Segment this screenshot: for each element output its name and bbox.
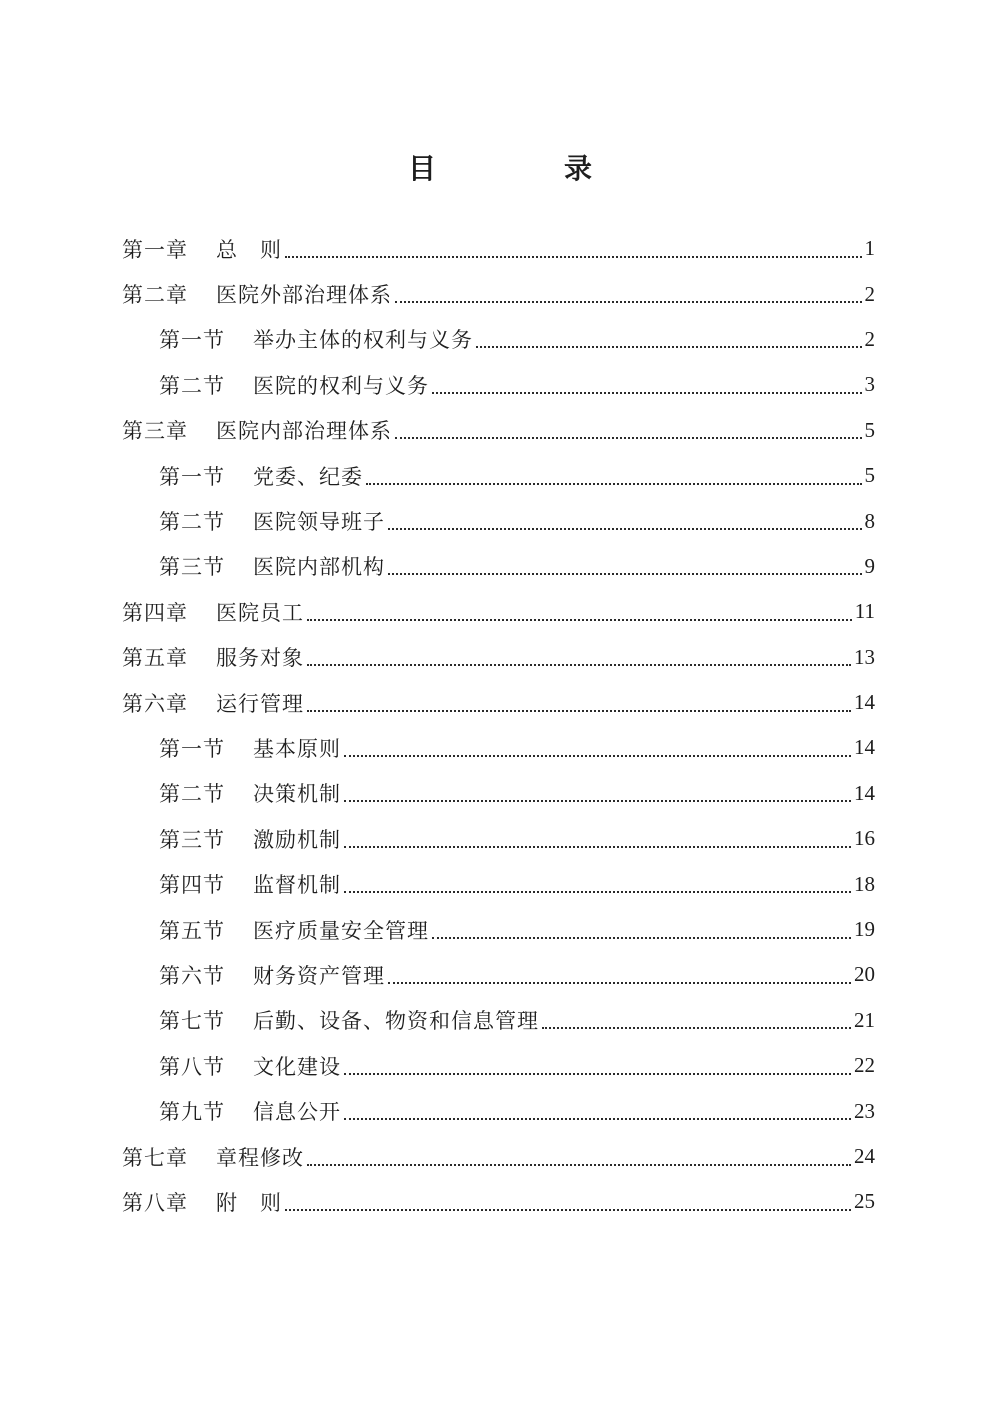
dot-leader xyxy=(344,846,851,848)
toc-entry-label: 第九节 xyxy=(159,1100,225,1125)
dot-leader xyxy=(307,1164,851,1166)
dot-leader xyxy=(285,1209,851,1211)
toc-entry-label: 第二节 xyxy=(159,782,225,807)
toc-section-entry[interactable] xyxy=(122,1043,875,1088)
toc-entry-label: 第一章 xyxy=(122,237,188,262)
dot-leader xyxy=(388,573,862,575)
toc-entry-title: 医院内部治理体系 xyxy=(216,419,392,444)
toc-page-number: 23 xyxy=(854,1098,875,1123)
toc-page-number: 19 xyxy=(854,917,875,942)
toc-section-entry[interactable] xyxy=(122,725,875,770)
toc-section-entry[interactable] xyxy=(122,1088,875,1133)
toc-page-number: 14 xyxy=(854,735,875,760)
table-of-contents xyxy=(122,226,875,1225)
toc-page-number: 14 xyxy=(854,690,875,715)
toc-chapter-entry[interactable] xyxy=(122,680,875,725)
toc-chapter-entry[interactable] xyxy=(122,1134,875,1179)
dot-leader xyxy=(344,1118,851,1120)
toc-page-number: 2 xyxy=(864,326,875,351)
toc-page-number: 1 xyxy=(864,236,875,261)
toc-section-entry[interactable] xyxy=(122,362,875,407)
dot-leader xyxy=(344,891,851,893)
dot-leader xyxy=(432,392,862,394)
toc-page-number: 9 xyxy=(864,553,875,578)
toc-section-entry[interactable] xyxy=(122,907,875,952)
toc-section-entry[interactable] xyxy=(122,317,875,362)
toc-entry-title: 附 则 xyxy=(216,1190,282,1215)
toc-section-entry[interactable] xyxy=(122,498,875,543)
toc-entry-title: 文化建设 xyxy=(253,1054,341,1079)
toc-entry-label: 第八节 xyxy=(159,1054,225,1079)
toc-section-entry[interactable] xyxy=(122,861,875,906)
toc-page-number: 20 xyxy=(854,962,875,987)
toc-entry-label: 第五节 xyxy=(159,918,225,943)
toc-page-number: 5 xyxy=(864,463,875,488)
toc-entry-title: 运行管理 xyxy=(216,691,304,716)
dot-leader xyxy=(344,755,851,757)
toc-entry-title: 医院员工 xyxy=(216,600,304,625)
toc-entry-title: 决策机制 xyxy=(253,782,341,807)
toc-entry-title: 服务对象 xyxy=(216,646,304,671)
toc-page-number: 18 xyxy=(854,871,875,896)
toc-page-number: 16 xyxy=(854,826,875,851)
toc-entry-title: 医院外部治理体系 xyxy=(216,283,392,308)
toc-page-number: 25 xyxy=(854,1189,875,1214)
toc-entry-title: 举办主体的权利与义务 xyxy=(253,328,473,353)
toc-entry-title: 财务资产管理 xyxy=(253,963,385,988)
toc-chapter-entry[interactable] xyxy=(122,271,875,316)
toc-page-number: 24 xyxy=(854,1144,875,1168)
toc-entry-label: 第四章 xyxy=(122,600,188,625)
toc-entry-label: 第一节 xyxy=(159,736,225,761)
toc-entry-label: 第二节 xyxy=(159,510,225,535)
dot-leader xyxy=(307,619,852,621)
toc-section-entry[interactable] xyxy=(122,771,875,816)
toc-chapter-entry[interactable] xyxy=(122,635,875,680)
page-title: 目 录 xyxy=(407,151,642,185)
toc-entry-label: 第二章 xyxy=(122,283,188,308)
toc-entry-label: 第三节 xyxy=(159,827,225,852)
dot-leader xyxy=(432,937,851,939)
toc-chapter-entry[interactable] xyxy=(122,408,875,453)
toc-page-number: 3 xyxy=(864,372,875,397)
toc-entry-label: 第三章 xyxy=(122,419,188,444)
toc-entry-title: 党委、纪委 xyxy=(253,464,363,489)
toc-entry-title: 信息公开 xyxy=(253,1100,341,1125)
toc-entry-label: 第五章 xyxy=(122,646,188,671)
toc-section-entry[interactable] xyxy=(122,816,875,861)
toc-page-number: 22 xyxy=(854,1053,875,1078)
toc-entry-title: 医院领导班子 xyxy=(253,510,385,535)
toc-entry-title: 基本原则 xyxy=(253,736,341,761)
toc-page-number: 11 xyxy=(854,599,875,624)
dot-leader xyxy=(395,437,862,439)
dot-leader xyxy=(476,346,862,348)
toc-entry-label: 第八章 xyxy=(122,1190,188,1215)
dot-leader xyxy=(388,982,851,984)
dot-leader xyxy=(395,301,862,303)
toc-page-number: 14 xyxy=(854,780,875,805)
toc-entry-title: 激励机制 xyxy=(253,827,341,852)
toc-entry-label: 第六节 xyxy=(159,963,225,988)
toc-entry-label: 第七节 xyxy=(159,1009,225,1034)
toc-entry-label: 第七章 xyxy=(122,1145,188,1170)
toc-section-entry[interactable] xyxy=(122,998,875,1043)
toc-entry-title: 医疗质量安全管理 xyxy=(253,918,429,943)
toc-entry-title: 医院的权利与义务 xyxy=(253,373,429,398)
dot-leader xyxy=(366,483,862,485)
dot-leader xyxy=(307,710,851,712)
toc-page-number: 5 xyxy=(864,417,875,442)
toc-entry-label: 第三节 xyxy=(159,555,225,580)
toc-section-entry[interactable] xyxy=(122,952,875,997)
dot-leader xyxy=(285,256,862,258)
toc-chapter-entry[interactable] xyxy=(122,226,875,271)
dot-leader xyxy=(388,528,862,530)
toc-entry-label: 第二节 xyxy=(159,373,225,398)
toc-entry-label: 第四节 xyxy=(159,873,225,898)
toc-page-number: 8 xyxy=(864,508,875,533)
dot-leader xyxy=(344,1073,851,1075)
toc-entry-title: 章程修改 xyxy=(216,1145,304,1170)
toc-entry-label: 第一节 xyxy=(159,464,225,489)
toc-entry-label: 第六章 xyxy=(122,691,188,716)
toc-chapter-entry[interactable] xyxy=(122,589,875,634)
toc-entry-title: 总 则 xyxy=(216,237,282,262)
toc-page-number: 2 xyxy=(864,281,875,306)
toc-entry-title: 监督机制 xyxy=(253,873,341,898)
toc-page-number: 21 xyxy=(854,1007,875,1032)
toc-entry-title: 后勤、设备、物资和信息管理 xyxy=(253,1009,539,1034)
dot-leader xyxy=(542,1027,851,1029)
toc-entry-label: 第一节 xyxy=(159,328,225,353)
dot-leader xyxy=(344,800,851,802)
toc-entry-title: 医院内部机构 xyxy=(253,555,385,580)
toc-section-entry[interactable] xyxy=(122,453,875,498)
dot-leader xyxy=(307,664,851,666)
toc-chapter-entry[interactable] xyxy=(122,1179,875,1224)
toc-page-number: 13 xyxy=(854,644,875,669)
toc-section-entry[interactable] xyxy=(122,544,875,589)
